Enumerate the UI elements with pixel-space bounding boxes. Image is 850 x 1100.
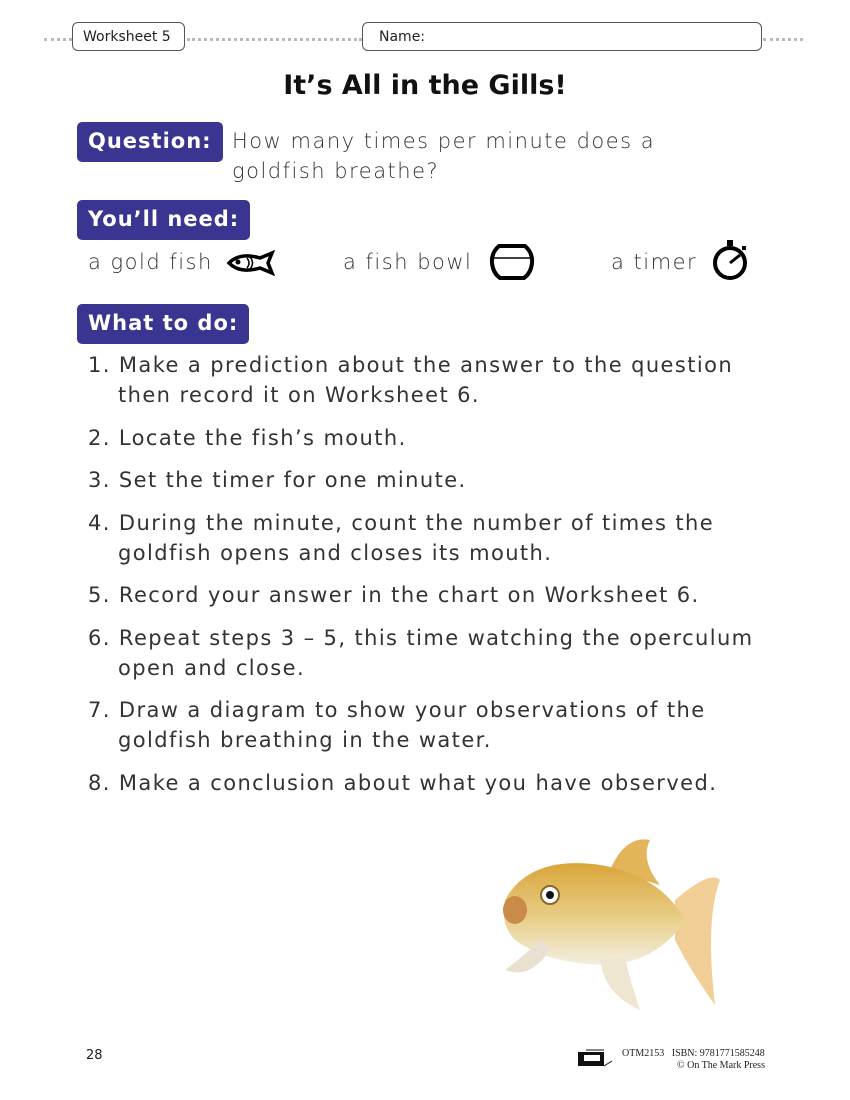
question-text: How many times per minute does a goldfish breathe?: [232, 129, 656, 183]
step-item: 3. Set the timer for one minute.: [88, 468, 467, 492]
step-item: 8. Make a conclusion about what you have observed.: [88, 770, 718, 795]
steps-list: [88, 350, 788, 810]
dotted-rule: [187, 38, 362, 41]
fish-icon: [226, 250, 278, 276]
goldfish-photo: [490, 830, 740, 1020]
fish-bowl-icon: [489, 243, 535, 281]
name-field[interactable]: [362, 22, 762, 51]
you-need-label: You’ll need:: [77, 200, 250, 240]
footer-publisher: © On The Mark Press: [677, 1060, 765, 1071]
page-number: 28: [86, 1048, 103, 1063]
what-to-do-label: What to do:: [77, 304, 249, 344]
need-item-timer: a timer: [611, 250, 698, 274]
step-item: 4. During the minute, count the number of times the goldfish opens and closes its mouth.: [88, 510, 715, 565]
need-item-bowl: a fish bowl: [343, 250, 473, 274]
step-item: 1. Make a prediction about the answer to the question then record it on Worksheet 6.: [88, 353, 734, 407]
step-item: 2. Locate the fish’s mouth.: [88, 425, 407, 450]
worksheet-number-box: [72, 22, 185, 51]
worksheet-number: Worksheet 5: [83, 29, 171, 45]
dotted-rule: [44, 38, 72, 41]
stopwatch-icon: [710, 238, 752, 282]
dotted-rule: [763, 38, 803, 41]
page-title: It’s All in the Gills!: [283, 70, 567, 101]
need-item-fish: a gold fish: [88, 250, 213, 274]
footer-code: OTM2153 ISBN: 9781771585248: [622, 1048, 765, 1059]
step-item: 7. Draw a diagram to show your observations of the goldfish breathing in the water.: [88, 698, 706, 752]
question-label: Question:: [77, 122, 223, 162]
name-label: Name:: [379, 29, 426, 45]
step-item: 5. Record your answer in the chart on Worksheet 6.: [88, 583, 700, 607]
step-item: 6. Repeat steps 3 – 5, this time watching the operculum open and close.: [88, 625, 754, 680]
publisher-logo-icon: [576, 1046, 614, 1070]
